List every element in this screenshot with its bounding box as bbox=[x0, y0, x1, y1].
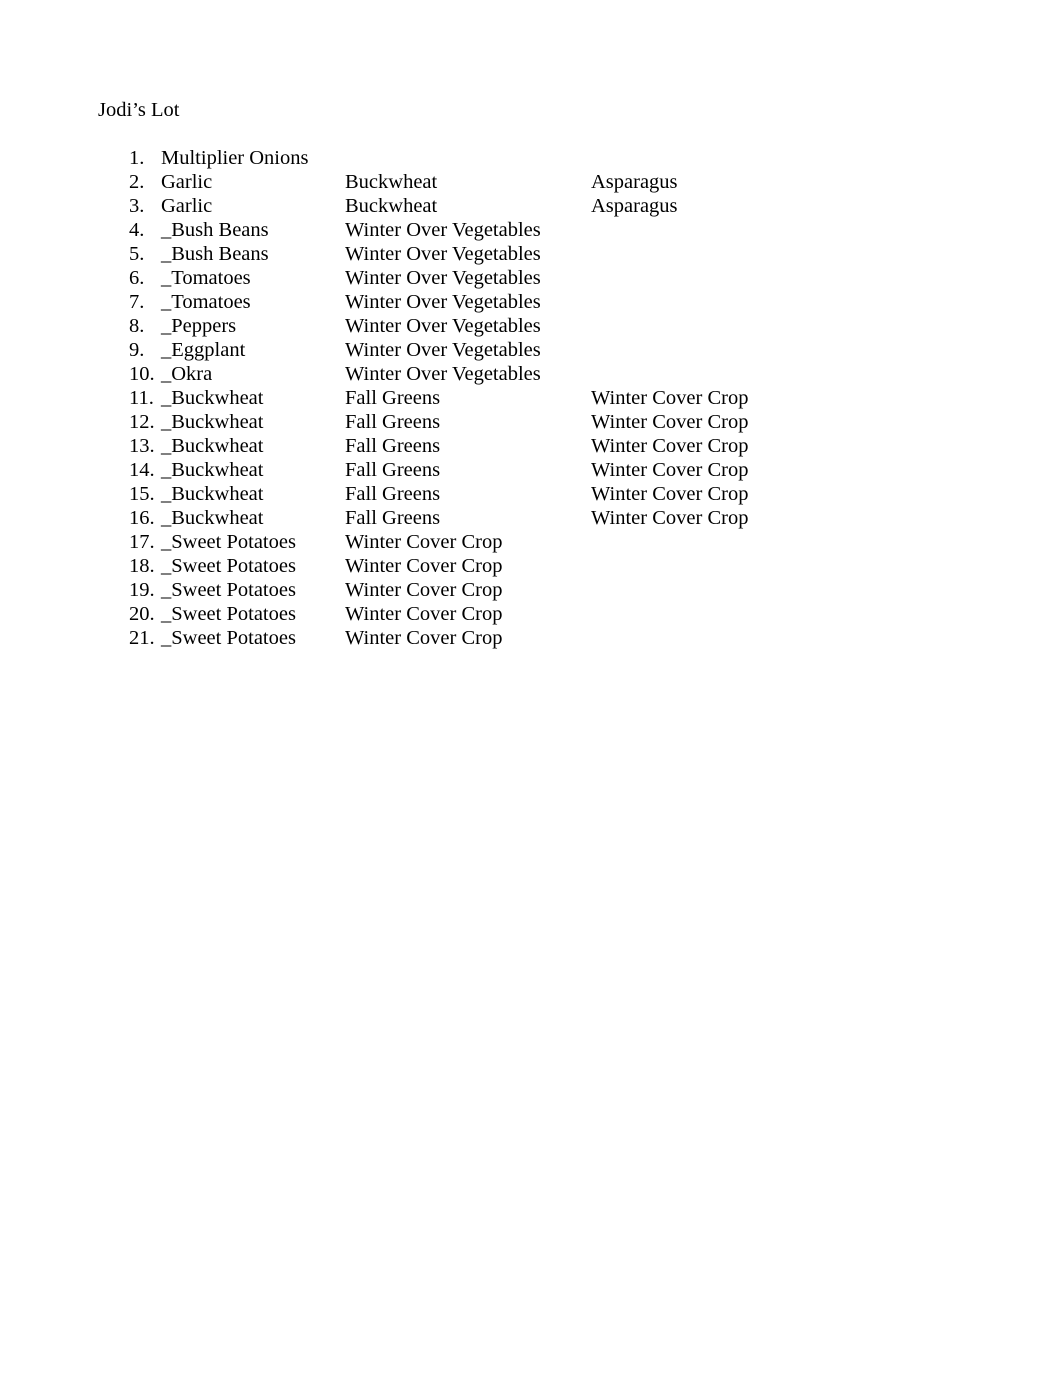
item-crop-1: _Buckwheat bbox=[161, 435, 264, 457]
item-crop-3: Winter Cover Crop bbox=[591, 459, 749, 481]
item-crop-2: Winter Over Vegetables bbox=[345, 219, 541, 241]
item-crop-1: _Sweet Potatoes bbox=[161, 627, 296, 649]
item-crop-1: _Buckwheat bbox=[161, 483, 264, 505]
item-crop-1: Multiplier Onions bbox=[161, 147, 309, 169]
item-crop-1: _Buckwheat bbox=[161, 459, 264, 481]
document-title: Jodi’s Lot bbox=[98, 99, 180, 121]
item-crop-2: Winter Over Vegetables bbox=[345, 243, 541, 265]
item-crop-1: _Sweet Potatoes bbox=[161, 531, 296, 553]
item-crop-2: Fall Greens bbox=[345, 507, 441, 529]
item-number: 5. bbox=[129, 243, 145, 265]
item-number: 14. bbox=[129, 459, 155, 481]
item-crop-2: Fall Greens bbox=[345, 435, 441, 457]
item-crop-1: _Sweet Potatoes bbox=[161, 603, 296, 625]
item-crop-2: Buckwheat bbox=[345, 171, 438, 193]
item-crop-2: Winter Cover Crop bbox=[345, 627, 503, 649]
item-crop-1: _Buckwheat bbox=[161, 387, 264, 409]
item-number: 15. bbox=[129, 483, 155, 505]
item-number: 8. bbox=[129, 315, 145, 337]
item-crop-2: Fall Greens bbox=[345, 387, 441, 409]
item-number: 20. bbox=[129, 603, 155, 625]
item-number: 18. bbox=[129, 555, 155, 577]
item-crop-1: _Sweet Potatoes bbox=[161, 579, 296, 601]
item-crop-3: Asparagus bbox=[591, 195, 678, 217]
item-crop-3: Winter Cover Crop bbox=[591, 411, 749, 433]
item-crop-2: Winter Over Vegetables bbox=[345, 267, 541, 289]
item-crop-3: Winter Cover Crop bbox=[591, 387, 749, 409]
item-crop-1: Garlic bbox=[161, 195, 213, 217]
item-number: 11. bbox=[129, 387, 154, 409]
item-crop-3: Winter Cover Crop bbox=[591, 483, 749, 505]
item-crop-1: _Tomatoes bbox=[161, 267, 251, 289]
item-crop-2: Winter Over Vegetables bbox=[345, 339, 541, 361]
item-crop-1: _Bush Beans bbox=[161, 243, 269, 265]
item-crop-1: _Buckwheat bbox=[161, 507, 264, 529]
item-crop-2: Winter Cover Crop bbox=[345, 603, 503, 625]
item-crop-1: Garlic bbox=[161, 171, 213, 193]
item-crop-2: Fall Greens bbox=[345, 411, 441, 433]
item-crop-1: _Peppers bbox=[161, 315, 237, 337]
item-number: 10. bbox=[129, 363, 155, 385]
item-crop-1: _Sweet Potatoes bbox=[161, 555, 296, 577]
item-crop-3: Winter Cover Crop bbox=[591, 507, 749, 529]
item-number: 16. bbox=[129, 507, 155, 529]
item-crop-1: _Okra bbox=[161, 363, 213, 385]
item-crop-2: Winter Over Vegetables bbox=[345, 291, 541, 313]
item-crop-2: Fall Greens bbox=[345, 459, 441, 481]
item-number: 12. bbox=[129, 411, 155, 433]
item-number: 17. bbox=[129, 531, 155, 553]
item-number: 19. bbox=[129, 579, 155, 601]
item-crop-3: Asparagus bbox=[591, 171, 678, 193]
item-crop-3: Winter Cover Crop bbox=[591, 435, 749, 457]
item-crop-2: Fall Greens bbox=[345, 483, 441, 505]
item-crop-1: _Tomatoes bbox=[161, 291, 251, 313]
item-number: 4. bbox=[129, 219, 145, 241]
item-number: 6. bbox=[129, 267, 145, 289]
item-crop-1: _Bush Beans bbox=[161, 219, 269, 241]
item-number: 21. bbox=[129, 627, 155, 649]
item-number: 7. bbox=[129, 291, 145, 313]
item-number: 3. bbox=[129, 195, 145, 217]
item-crop-2: Winter Cover Crop bbox=[345, 579, 503, 601]
item-crop-2: Buckwheat bbox=[345, 195, 438, 217]
item-crop-2: Winter Cover Crop bbox=[345, 555, 503, 577]
item-number: 13. bbox=[129, 435, 155, 457]
item-crop-2: Winter Over Vegetables bbox=[345, 363, 541, 385]
item-number: 1. bbox=[129, 147, 145, 169]
item-number: 2. bbox=[129, 171, 145, 193]
item-crop-1: _Eggplant bbox=[161, 339, 246, 361]
item-crop-2: Winter Cover Crop bbox=[345, 531, 503, 553]
item-crop-1: _Buckwheat bbox=[161, 411, 264, 433]
item-number: 9. bbox=[129, 339, 145, 361]
item-crop-2: Winter Over Vegetables bbox=[345, 315, 541, 337]
